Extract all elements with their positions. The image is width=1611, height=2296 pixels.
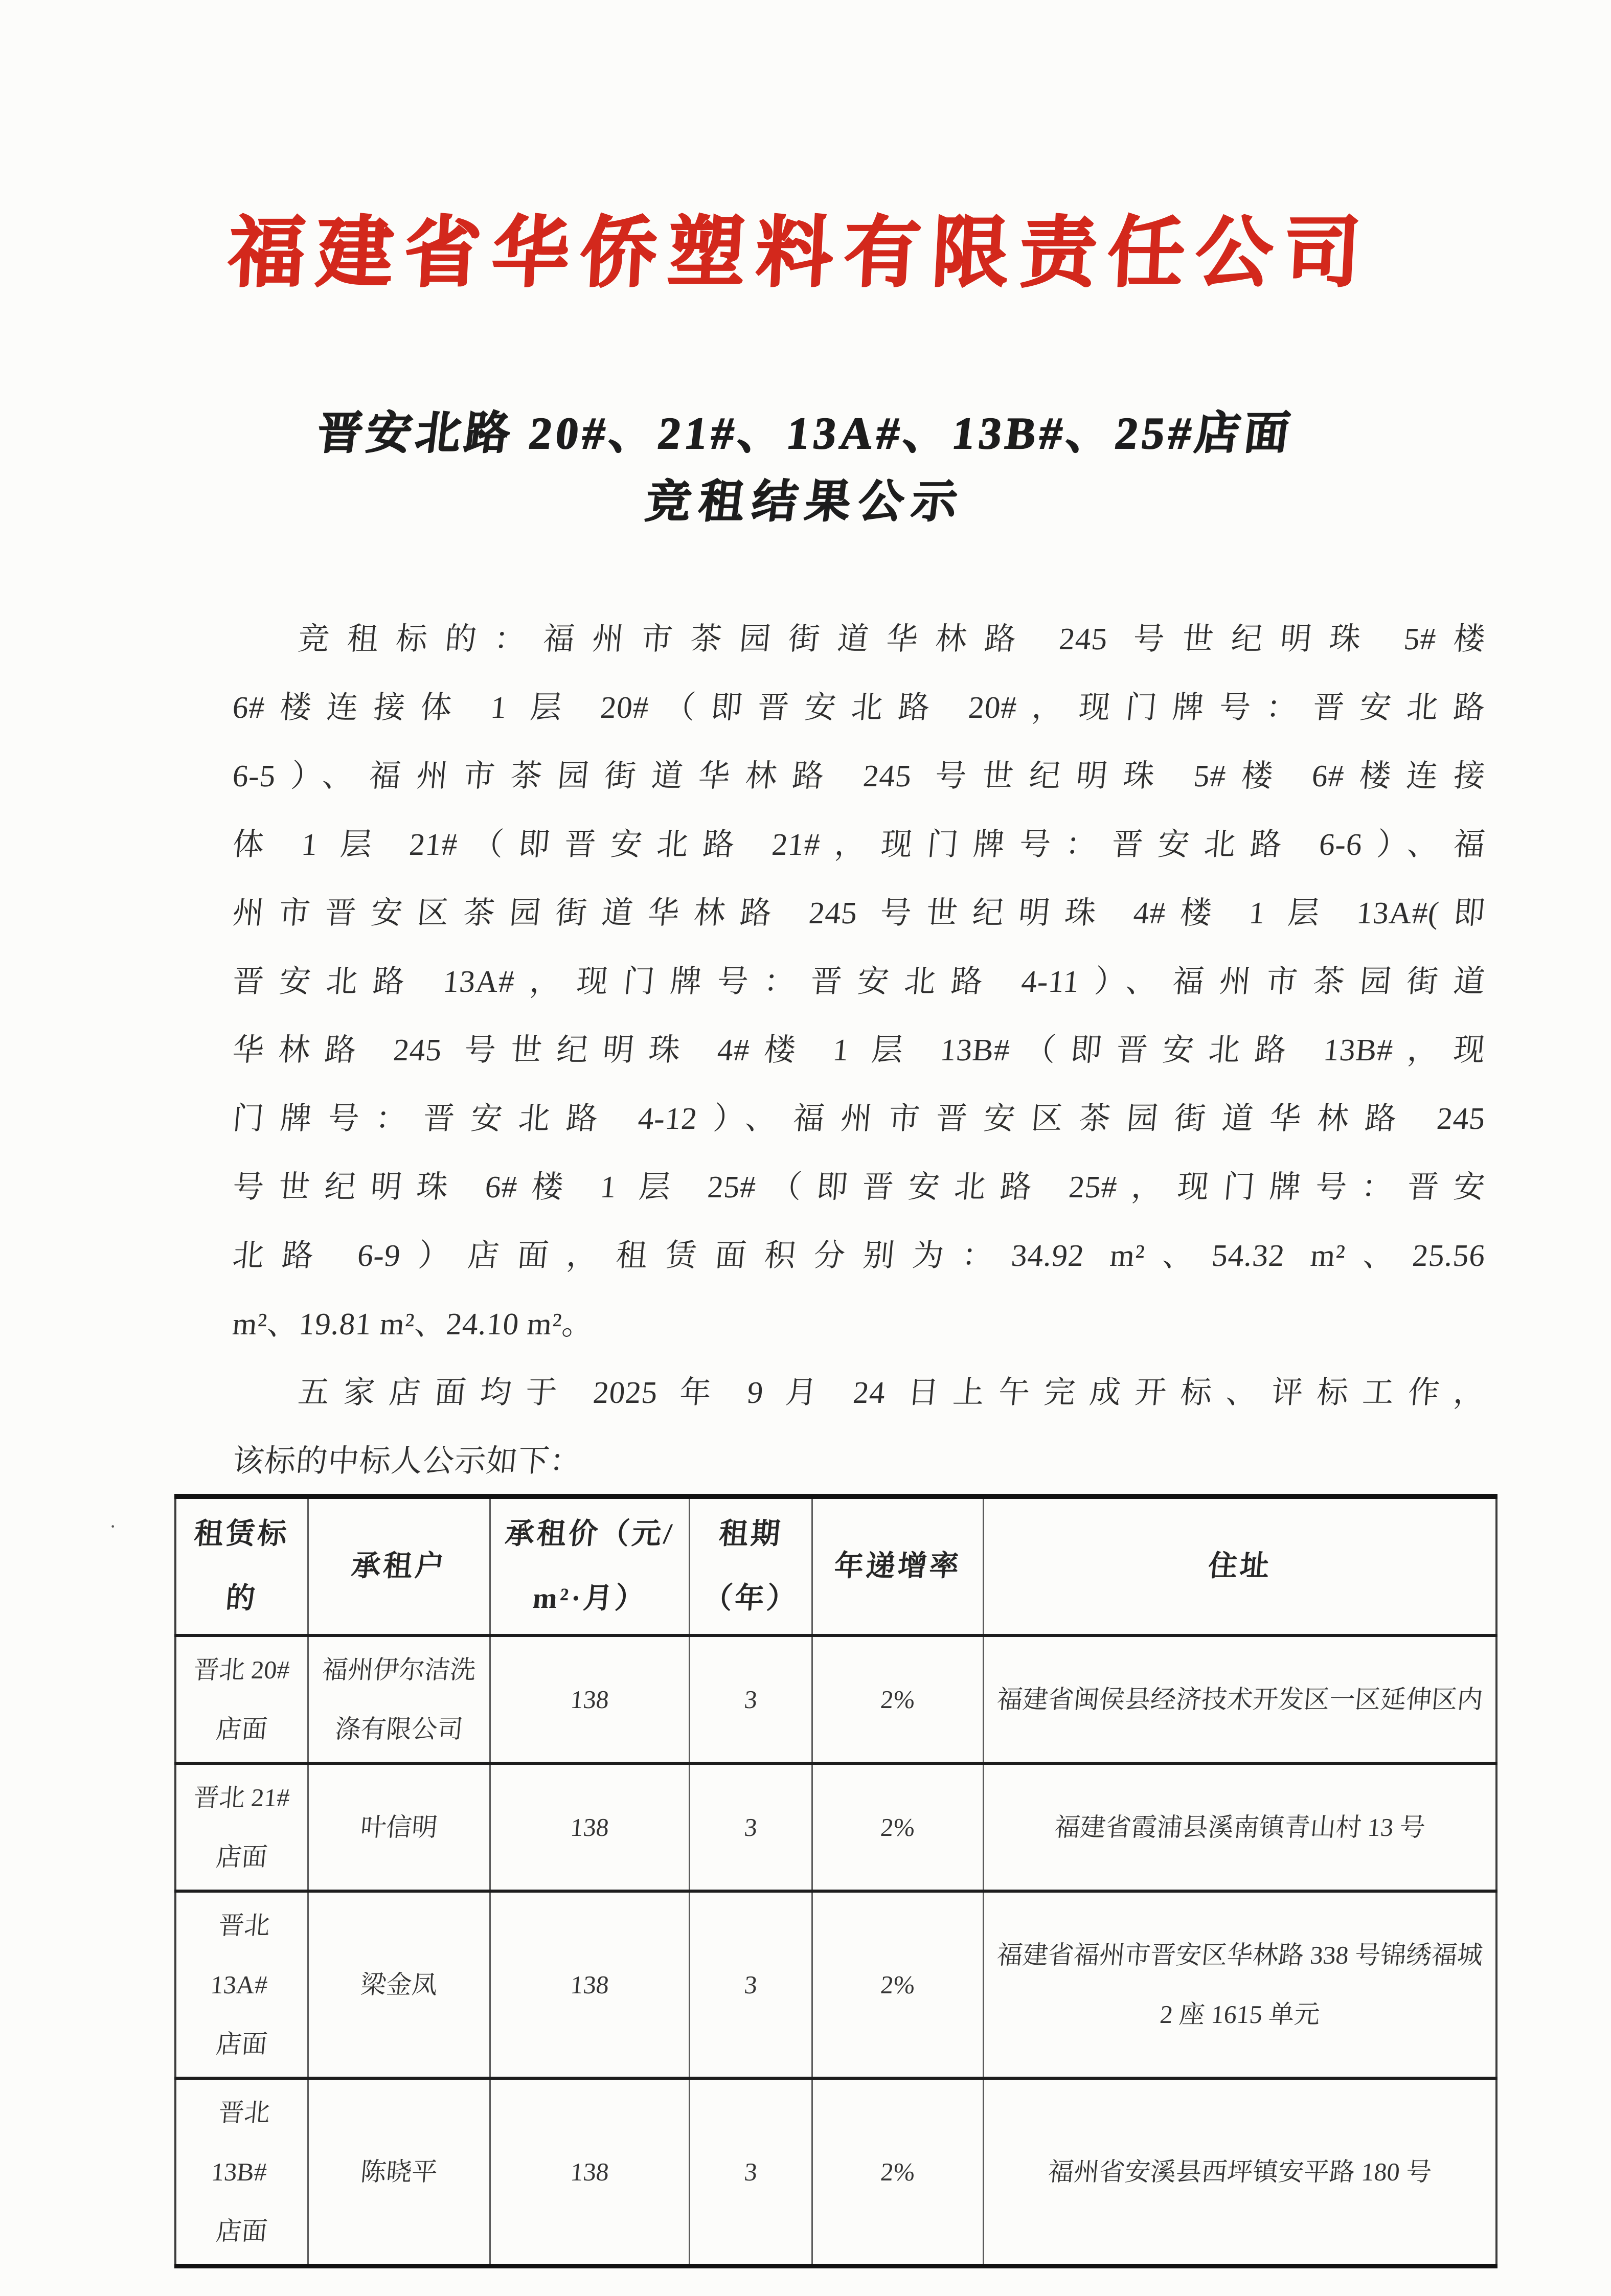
body-line: 晋安北路 13A#，现门牌号：晋安北路 4-11）、福州市茶园街道	[231, 965, 1487, 999]
bid-results-table	[174, 1494, 1497, 2268]
cell-address-line: 2 座 1615 单元	[1159, 2000, 1321, 2029]
body-line: 体 1 层 21#（即晋安北路 21#，现门牌号：晋安北路 6-6）、福	[231, 828, 1487, 862]
table-body	[175, 1635, 1496, 2266]
body-line: 6-5）、福州市茶园街道华林路 245 号世纪明珠 5#楼 6#楼连接	[231, 759, 1487, 793]
table-header-row	[175, 1496, 1496, 1635]
cell-target-line: 店面	[215, 2030, 269, 2058]
cell-price	[490, 2078, 689, 2266]
header-cell-address	[983, 1496, 1496, 1635]
cell-increase	[812, 1635, 983, 1763]
body-line: 华林路 245 号世纪明珠 4#楼 1 层 13B#（即晋安北路 13B#，现	[231, 1033, 1487, 1067]
cell-target	[175, 2078, 308, 2266]
cell-term-line: 3	[743, 1970, 758, 1999]
cell-address-line: 福建省福州市晋安区华林路 338 号锦绣福城	[995, 1941, 1484, 1969]
body-line: m²、19.81 m²、24.10 m²。	[231, 1307, 596, 1342]
cell-price	[490, 1891, 689, 2078]
body-line: 州市晋安区茶园街道华林路 245 号世纪明珠 4#楼 1 层 13A#(即	[231, 896, 1487, 930]
cell-tenant	[308, 1891, 490, 2078]
cell-term	[689, 1635, 812, 1763]
header-cell-target	[175, 1496, 308, 1635]
cell-term-line: 3	[743, 1685, 758, 1714]
cell-target-line: 晋北 13B#	[210, 2098, 271, 2186]
cell-price	[490, 1635, 689, 1763]
header-cell-increase-line: 年递增率	[832, 1550, 963, 1582]
cell-increase	[812, 1763, 983, 1891]
cell-tenant-line: 涤有限公司	[333, 1715, 464, 1743]
cell-tenant	[308, 1763, 490, 1891]
cell-target	[175, 1891, 308, 2078]
header-cell-term-line: 租期	[717, 1518, 784, 1550]
cell-tenant-line: 叶信明	[359, 1813, 439, 1842]
cell-address	[983, 1763, 1496, 1891]
table-row	[175, 1635, 1496, 1763]
table-row	[175, 1891, 1496, 2078]
cell-price-line: 138	[569, 1813, 610, 1842]
cell-address	[983, 1891, 1496, 2078]
header-cell-term	[689, 1496, 812, 1635]
company-title: 福建省华侨塑料有限责任公司	[226, 211, 1374, 296]
cell-tenant-line: 梁金凤	[359, 1970, 439, 1999]
cell-increase-line: 2%	[879, 1813, 916, 1842]
body-line: 6#楼连接体 1 层 20#（即晋安北路 20#，现门牌号：晋安北路	[231, 691, 1487, 725]
cell-tenant-line: 福州伊尔洁洗	[321, 1655, 477, 1684]
body-line: 竞租标的：福州市茶园街道华林路 245 号世纪明珠 5#楼	[297, 622, 1487, 656]
header-cell-term-line: （年）	[701, 1582, 800, 1615]
cell-tenant	[308, 2078, 490, 2266]
header-cell-target-line: 的	[224, 1582, 259, 1615]
cell-term	[689, 1763, 812, 1891]
cell-increase-line: 2%	[879, 1970, 916, 1999]
cell-target-line: 晋北 13A#	[209, 1911, 271, 1999]
cell-price	[490, 1763, 689, 1891]
cell-term	[689, 1891, 812, 2078]
cell-price-line: 138	[569, 2157, 610, 2186]
cell-target	[175, 1635, 308, 1763]
body-line: 五家店面均于 2025 年 9 月 24 日上午完成开标、评标工作，	[297, 1376, 1487, 1410]
table-row	[175, 1763, 1496, 1891]
body-line: 该标的中标人公示如下：	[231, 1444, 583, 1479]
cell-address-line: 福建省霞浦县溪南镇青山村 13 号	[1053, 1813, 1426, 1842]
header-cell-tenant-line: 承租户	[350, 1550, 448, 1582]
cell-increase	[812, 1891, 983, 2078]
table-header-row	[175, 1496, 1496, 1635]
body-line: 北路 6-9）店面，租赁面积分别为：34.92 m²、54.32 m²、25.56	[231, 1239, 1487, 1273]
cell-address-line: 福州省安溪县西坪镇安平路 180 号	[1047, 2157, 1433, 2186]
cell-tenant-line: 陈晓平	[359, 2157, 439, 2186]
cell-tenant	[308, 1635, 490, 1763]
table-row	[175, 2078, 1496, 2266]
cell-target-line: 店面	[215, 1843, 269, 1871]
cell-target-line: 店面	[215, 1715, 269, 1743]
cell-target	[175, 1763, 308, 1891]
doc-subtitle-line2: 竞租结果公示	[643, 478, 968, 527]
stray-ink-dot: ·	[109, 1515, 117, 1538]
doc-subtitle-line1: 晋安北路 20#、21#、13A#、13B#、25#店面	[314, 409, 1297, 459]
body-line: 号世纪明珠 6#楼 1 层 25#（即晋安北路 25#，现门牌号：晋安	[231, 1170, 1487, 1204]
cell-target-line: 店面	[215, 2217, 269, 2245]
header-cell-tenant	[308, 1496, 490, 1635]
header-cell-address-line: 住址	[1207, 1550, 1273, 1582]
header-cell-target-line: 租赁标	[193, 1518, 291, 1550]
cell-address-line: 福建省闽侯县经济技术开发区一区延伸区内	[995, 1685, 1484, 1714]
cell-increase-line: 2%	[879, 1685, 916, 1714]
header-cell-price-line: m²·月）	[531, 1582, 648, 1615]
cell-term-line: 3	[743, 1813, 758, 1842]
cell-price-line: 138	[569, 1685, 610, 1714]
body-paragraphs	[233, 605, 1485, 1496]
body-line: 门牌号：晋安北路 4-12）、福州市晋安区茶园街道华林路 245	[231, 1102, 1487, 1136]
cell-target-line: 晋北 21#	[192, 1783, 291, 1812]
cell-address	[983, 2078, 1496, 2266]
cell-increase-line: 2%	[879, 2157, 916, 2186]
header-cell-increase	[812, 1496, 983, 1635]
cell-term-line: 3	[743, 2157, 758, 2186]
cell-price-line: 138	[569, 1970, 610, 1999]
cell-target-line: 晋北 20#	[192, 1655, 291, 1684]
header-cell-price	[490, 1496, 689, 1635]
header-cell-price-line: 承租价（元/	[503, 1518, 676, 1550]
cell-increase	[812, 2078, 983, 2266]
cell-term	[689, 2078, 812, 2266]
cell-address	[983, 1635, 1496, 1763]
